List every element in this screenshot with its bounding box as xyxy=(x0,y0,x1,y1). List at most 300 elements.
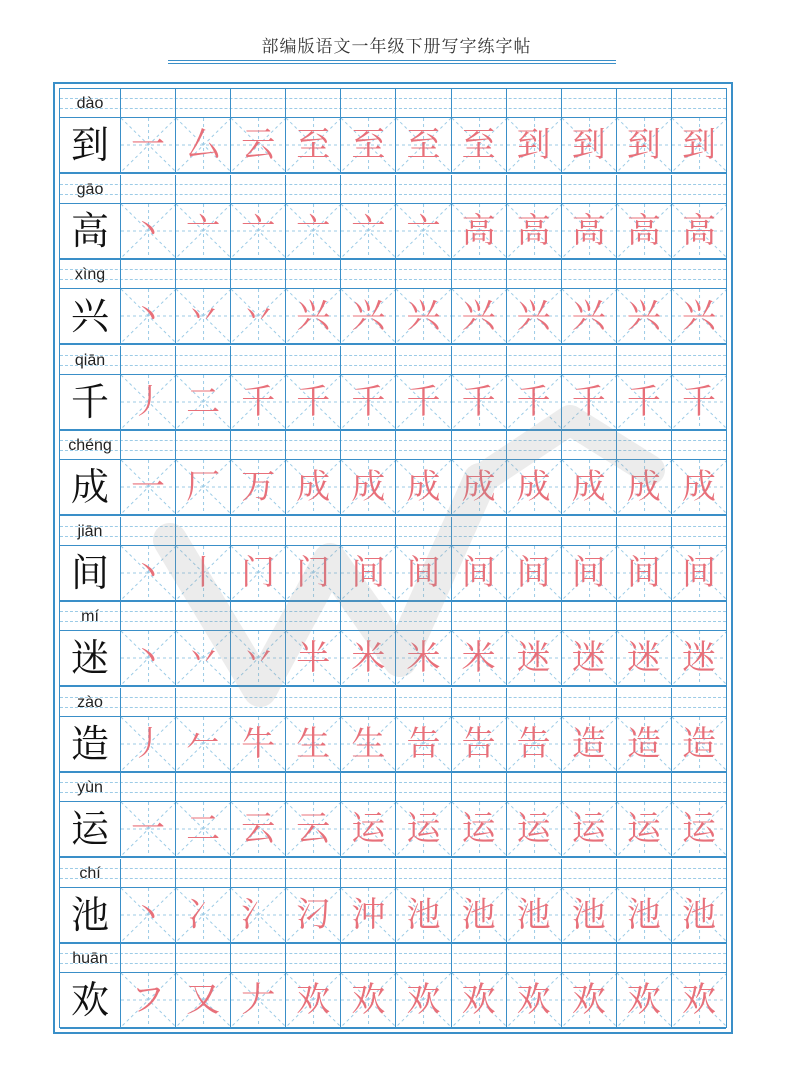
stroke-order-cell xyxy=(561,888,616,942)
pinyin-cell-divider xyxy=(506,859,507,888)
stroke-order-cell xyxy=(175,204,230,258)
pinyin-cell-divider xyxy=(340,175,341,204)
stroke-order-cell xyxy=(395,973,450,1027)
stroke-order-step: 沖 xyxy=(351,894,386,935)
pinyin-cell-divider xyxy=(671,346,672,375)
stroke-order-step: 牛 xyxy=(241,723,276,764)
pinyin-guide-line xyxy=(60,450,726,451)
pinyin-cell-divider xyxy=(120,944,121,973)
model-character: 间 xyxy=(70,550,109,595)
pinyin-cell-divider xyxy=(506,602,507,631)
pinyin-cell-divider xyxy=(285,431,286,460)
pinyin-guide-line xyxy=(60,184,726,185)
stroke-order-cell xyxy=(230,289,285,343)
character-grid-band xyxy=(60,802,726,858)
stroke-order-cell xyxy=(230,631,285,685)
pinyin-cell-divider xyxy=(175,89,176,118)
stroke-order-cell xyxy=(616,460,671,514)
model-character: 运 xyxy=(70,807,109,851)
character-grid-band xyxy=(60,631,726,687)
stroke-order-cell xyxy=(506,888,561,942)
pinyin-cell-divider xyxy=(451,89,452,118)
pinyin-cell-divider xyxy=(561,859,562,888)
stroke-order-cell xyxy=(561,802,616,856)
pinyin-cell-divider xyxy=(230,517,231,546)
pinyin-band xyxy=(60,346,726,375)
title-underline-1 xyxy=(168,60,616,61)
stroke-order-step: 丿 xyxy=(131,381,166,422)
stroke-order-step: 门 xyxy=(241,552,276,593)
pinyin-cell-divider xyxy=(561,431,562,460)
stroke-order-cell xyxy=(506,289,561,343)
stroke-order-step: 成 xyxy=(351,467,386,507)
stroke-order-cell xyxy=(285,375,340,429)
stroke-order-cell xyxy=(451,546,506,600)
stroke-order-step: 亠 xyxy=(241,210,276,251)
stroke-order-step: 成 xyxy=(461,467,496,507)
pinyin-cell-divider xyxy=(616,431,617,460)
model-character-cell xyxy=(60,118,120,172)
stroke-order-cell xyxy=(175,546,230,600)
stroke-order-step: 万 xyxy=(241,467,276,507)
pinyin-guide-line xyxy=(60,792,726,793)
stroke-order-step: 池 xyxy=(461,894,496,935)
pinyin-cell-divider xyxy=(120,346,121,375)
pinyin-band xyxy=(60,175,726,204)
pinyin-cell-divider xyxy=(671,260,672,289)
pinyin-cell-divider xyxy=(561,346,562,375)
practice-row xyxy=(60,346,726,431)
stroke-order-step: 氵 xyxy=(241,894,276,935)
stroke-order-cell xyxy=(671,375,726,429)
stroke-order-cell xyxy=(120,546,175,600)
pinyin-cell-divider xyxy=(395,431,396,460)
model-character-cell xyxy=(60,204,120,258)
pinyin-cell-divider xyxy=(285,602,286,631)
stroke-order-cell xyxy=(395,460,450,514)
pinyin-cell-divider xyxy=(175,346,176,375)
stroke-order-cell xyxy=(561,717,616,771)
pinyin-cell-divider xyxy=(175,602,176,631)
pinyin-cell-divider xyxy=(616,688,617,717)
stroke-order-step: 造 xyxy=(571,723,606,764)
stroke-order-step: 到 xyxy=(681,125,716,165)
stroke-order-step: 丷 xyxy=(241,638,276,678)
stroke-order-step: 云 xyxy=(296,809,331,849)
character-grid-band xyxy=(60,460,726,516)
model-character-cell xyxy=(60,375,120,429)
stroke-order-step: フ xyxy=(131,980,166,1020)
model-character-cell xyxy=(60,631,120,685)
stroke-order-step: 欢 xyxy=(406,980,441,1020)
stroke-order-cell xyxy=(506,717,561,771)
stroke-order-step: 池 xyxy=(516,894,551,935)
pinyin-guide-line xyxy=(60,697,726,698)
pinyin-guide-line xyxy=(60,611,726,612)
pinyin-cell-divider xyxy=(395,602,396,631)
pinyin-label: chéng xyxy=(68,437,112,454)
stroke-order-cell xyxy=(395,546,450,600)
stroke-order-cell xyxy=(395,289,450,343)
pinyin-label: jiān xyxy=(77,522,103,540)
stroke-order-step: 生 xyxy=(296,723,331,764)
model-character-cell xyxy=(60,460,120,514)
pinyin-cell-divider xyxy=(451,773,452,802)
stroke-order-cell xyxy=(120,802,175,856)
pinyin-cell-divider xyxy=(285,773,286,802)
stroke-order-cell xyxy=(340,888,395,942)
stroke-order-cell xyxy=(395,204,450,258)
stroke-order-cell xyxy=(285,546,340,600)
stroke-order-cell xyxy=(616,631,671,685)
pinyin-guide-line xyxy=(60,269,726,270)
character-grid-band xyxy=(60,888,726,944)
pinyin-cell-divider xyxy=(561,688,562,717)
stroke-order-step: 丶 xyxy=(131,894,166,935)
pinyin-cell-divider xyxy=(616,346,617,375)
stroke-order-step: 兴 xyxy=(681,296,716,336)
pinyin-cell-divider xyxy=(561,260,562,289)
stroke-order-cell xyxy=(395,118,450,172)
stroke-order-step: 米 xyxy=(461,638,496,678)
stroke-order-cell xyxy=(616,546,671,600)
pinyin-guide-line xyxy=(60,108,726,109)
pinyin-label: mí xyxy=(81,608,99,625)
pinyin-cell-divider xyxy=(561,944,562,973)
pinyin-cell-divider xyxy=(506,517,507,546)
pinyin-cell-divider xyxy=(506,89,507,118)
stroke-order-cell xyxy=(230,717,285,771)
stroke-order-step: 运 xyxy=(461,809,496,849)
stroke-order-cell xyxy=(451,204,506,258)
stroke-order-cell xyxy=(451,118,506,172)
stroke-order-step: 冫 xyxy=(186,894,221,935)
pinyin-band xyxy=(60,859,726,888)
pinyin-cell-divider xyxy=(506,688,507,717)
stroke-order-step: 亠 xyxy=(296,210,331,251)
pinyin-band xyxy=(60,688,726,717)
stroke-order-cell xyxy=(340,204,395,258)
stroke-order-cell xyxy=(616,717,671,771)
pinyin-band xyxy=(60,431,726,460)
pinyin-cell-divider xyxy=(285,517,286,546)
stroke-order-step: 千 xyxy=(296,381,331,422)
stroke-order-cell xyxy=(340,973,395,1027)
stroke-order-step: 成 xyxy=(406,467,441,507)
stroke-order-cell xyxy=(561,631,616,685)
stroke-order-step: 兴 xyxy=(296,296,331,336)
pinyin-guide-line xyxy=(60,365,726,366)
stroke-order-step: 迷 xyxy=(516,638,551,678)
stroke-order-cell xyxy=(340,118,395,172)
stroke-order-cell xyxy=(285,973,340,1027)
pinyin-cell-divider xyxy=(340,944,341,973)
pinyin-cell-divider xyxy=(671,517,672,546)
stroke-order-cell xyxy=(175,289,230,343)
stroke-order-cell xyxy=(561,289,616,343)
pinyin-cell-divider xyxy=(230,859,231,888)
practice-row xyxy=(60,688,726,773)
stroke-order-step: 迷 xyxy=(571,638,606,678)
stroke-order-cell xyxy=(506,802,561,856)
stroke-order-step: 运 xyxy=(571,809,606,849)
pinyin-cell-divider xyxy=(506,346,507,375)
pinyin-cell-divider xyxy=(671,602,672,631)
stroke-order-step: 高 xyxy=(626,210,661,251)
stroke-order-step: 丶 xyxy=(131,296,166,336)
stroke-order-cell xyxy=(120,631,175,685)
stroke-order-cell xyxy=(671,204,726,258)
model-character-cell xyxy=(60,289,120,343)
stroke-order-cell xyxy=(340,802,395,856)
pinyin-cell-divider xyxy=(616,859,617,888)
stroke-order-step: 𠂉 xyxy=(186,723,221,764)
pinyin-cell-divider xyxy=(451,602,452,631)
pinyin-cell-divider xyxy=(230,431,231,460)
pinyin-guide-line xyxy=(60,868,726,869)
stroke-order-cell xyxy=(340,460,395,514)
model-character-cell xyxy=(60,717,120,771)
pinyin-guide-line xyxy=(60,355,726,356)
stroke-order-step: 欢 xyxy=(351,980,386,1020)
stroke-order-step: 间 xyxy=(461,552,496,593)
stroke-order-cell xyxy=(561,546,616,600)
stroke-order-cell xyxy=(175,460,230,514)
stroke-order-step: 至 xyxy=(406,125,441,165)
stroke-order-step: 千 xyxy=(681,381,716,422)
stroke-order-step: 汈 xyxy=(296,894,331,935)
model-character-cell xyxy=(60,888,120,942)
stroke-order-step: 千 xyxy=(351,381,386,422)
pinyin-cell-divider xyxy=(340,688,341,717)
stroke-order-step: 千 xyxy=(461,381,496,422)
pinyin-cell-divider xyxy=(395,346,396,375)
pinyin-cell-divider xyxy=(230,688,231,717)
stroke-order-cell xyxy=(616,888,671,942)
practice-grid xyxy=(59,88,727,1028)
pinyin-band xyxy=(60,773,726,802)
pinyin-cell-divider xyxy=(395,688,396,717)
stroke-order-step: 𠂇 xyxy=(241,980,276,1020)
pinyin-cell-divider xyxy=(120,260,121,289)
stroke-order-cell xyxy=(395,717,450,771)
pinyin-cell-divider xyxy=(340,346,341,375)
pinyin-cell-divider xyxy=(395,944,396,973)
pinyin-cell-divider xyxy=(671,944,672,973)
stroke-order-cell xyxy=(120,289,175,343)
pinyin-cell-divider xyxy=(616,602,617,631)
stroke-order-cell xyxy=(616,204,671,258)
stroke-order-step: 又 xyxy=(186,980,221,1020)
stroke-order-cell xyxy=(395,375,450,429)
stroke-order-step: 丨 xyxy=(186,552,221,593)
model-character: 千 xyxy=(70,379,109,424)
stroke-order-cell xyxy=(561,375,616,429)
stroke-order-cell xyxy=(451,802,506,856)
stroke-order-cell xyxy=(395,631,450,685)
page-title: 部编版语文一年级下册写字练字帖 xyxy=(261,37,532,57)
pinyin-band xyxy=(60,602,726,631)
stroke-order-step: 高 xyxy=(516,210,551,251)
stroke-order-step: 米 xyxy=(406,638,441,678)
stroke-order-cell xyxy=(671,802,726,856)
stroke-order-cell xyxy=(395,802,450,856)
pinyin-cell-divider xyxy=(175,517,176,546)
stroke-order-cell xyxy=(175,631,230,685)
stroke-order-cell xyxy=(285,717,340,771)
stroke-order-step: 迷 xyxy=(626,638,661,678)
stroke-order-step: 欢 xyxy=(626,980,661,1020)
stroke-order-step: 欢 xyxy=(461,980,496,1020)
pinyin-cell-divider xyxy=(340,517,341,546)
stroke-order-step: 告 xyxy=(516,723,551,764)
stroke-order-cell xyxy=(561,460,616,514)
stroke-order-cell xyxy=(561,204,616,258)
pinyin-cell-divider xyxy=(230,260,231,289)
pinyin-guide-line xyxy=(60,963,726,964)
stroke-order-step: 兴 xyxy=(461,296,496,336)
stroke-order-step: 亠 xyxy=(186,210,221,251)
stroke-order-cell xyxy=(506,375,561,429)
character-grid-band xyxy=(60,289,726,345)
stroke-order-cell xyxy=(671,631,726,685)
pinyin-cell-divider xyxy=(561,602,562,631)
pinyin-cell-divider xyxy=(230,175,231,204)
pinyin-cell-divider xyxy=(451,175,452,204)
pinyin-cell-divider xyxy=(616,773,617,802)
stroke-order-step: 到 xyxy=(516,125,551,165)
pinyin-cell-divider xyxy=(395,175,396,204)
pinyin-cell-divider xyxy=(120,773,121,802)
stroke-order-step: 千 xyxy=(571,381,606,422)
pinyin-guide-line xyxy=(60,878,726,879)
stroke-order-step: 欢 xyxy=(516,980,551,1020)
pinyin-guide-line xyxy=(60,98,726,99)
stroke-order-step: 告 xyxy=(406,723,441,764)
pinyin-cell-divider xyxy=(340,431,341,460)
stroke-order-cell xyxy=(230,888,285,942)
pinyin-label: zào xyxy=(77,693,103,711)
pinyin-cell-divider xyxy=(451,944,452,973)
pinyin-cell-divider xyxy=(395,89,396,118)
model-character-cell xyxy=(60,973,120,1027)
pinyin-band xyxy=(60,944,726,973)
pinyin-cell-divider xyxy=(561,773,562,802)
model-character: 欢 xyxy=(70,978,109,1022)
pinyin-guide-line xyxy=(60,782,726,783)
stroke-order-cell xyxy=(506,460,561,514)
stroke-order-cell xyxy=(230,802,285,856)
pinyin-label: qiān xyxy=(74,351,106,369)
stroke-order-cell xyxy=(561,118,616,172)
stroke-order-step: 造 xyxy=(681,723,716,764)
stroke-order-step: 门 xyxy=(296,552,331,593)
stroke-order-cell xyxy=(285,460,340,514)
pinyin-cell-divider xyxy=(285,859,286,888)
stroke-order-cell xyxy=(175,802,230,856)
stroke-order-step: 亠 xyxy=(351,210,386,251)
stroke-order-step: 千 xyxy=(406,381,441,422)
stroke-order-cell xyxy=(340,289,395,343)
stroke-order-cell xyxy=(506,118,561,172)
stroke-order-step: 高 xyxy=(681,210,716,251)
stroke-order-step: 高 xyxy=(461,210,496,251)
pinyin-cell-divider xyxy=(506,175,507,204)
pinyin-label: gāo xyxy=(76,180,104,198)
stroke-order-step: 间 xyxy=(681,552,716,593)
stroke-order-step: 千 xyxy=(241,381,276,422)
pinyin-cell-divider xyxy=(616,260,617,289)
pinyin-cell-divider xyxy=(230,346,231,375)
stroke-order-step: 间 xyxy=(406,552,441,593)
stroke-order-cell xyxy=(671,546,726,600)
pinyin-label: chí xyxy=(79,864,101,882)
pinyin-cell-divider xyxy=(671,859,672,888)
stroke-order-step: 成 xyxy=(681,467,716,507)
pinyin-cell-divider xyxy=(671,89,672,118)
stroke-order-cell xyxy=(120,204,175,258)
pinyin-cell-divider xyxy=(340,260,341,289)
pinyin-cell-divider xyxy=(561,517,562,546)
stroke-order-step: 间 xyxy=(351,552,386,593)
pinyin-cell-divider xyxy=(506,260,507,289)
model-character: 成 xyxy=(70,465,109,509)
pinyin-cell-divider xyxy=(175,773,176,802)
pinyin-cell-divider xyxy=(230,773,231,802)
stroke-order-cell xyxy=(120,118,175,172)
stroke-order-cell xyxy=(451,973,506,1027)
stroke-order-step: 兴 xyxy=(351,296,386,336)
pinyin-guide-line xyxy=(60,621,726,622)
stroke-order-step: 丷 xyxy=(241,296,276,336)
model-character: 到 xyxy=(70,123,109,167)
stroke-order-cell xyxy=(175,375,230,429)
pinyin-cell-divider xyxy=(451,859,452,888)
model-character-cell xyxy=(60,546,120,600)
pinyin-cell-divider xyxy=(120,89,121,118)
stroke-order-cell xyxy=(451,888,506,942)
stroke-order-cell xyxy=(120,973,175,1027)
practice-row xyxy=(60,260,726,345)
pinyin-cell-divider xyxy=(340,602,341,631)
stroke-order-step: 造 xyxy=(626,723,661,764)
stroke-order-cell xyxy=(175,973,230,1027)
character-grid-band xyxy=(60,717,726,773)
stroke-order-step: 成 xyxy=(296,467,331,507)
pinyin-cell-divider xyxy=(561,89,562,118)
practice-row xyxy=(60,944,726,1029)
pinyin-cell-divider xyxy=(285,346,286,375)
pinyin-label: huān xyxy=(72,950,108,967)
stroke-order-step: 高 xyxy=(571,210,606,251)
pinyin-cell-divider xyxy=(340,89,341,118)
pinyin-cell-divider xyxy=(451,346,452,375)
stroke-order-step: 成 xyxy=(626,467,661,507)
stroke-order-step: 一 xyxy=(131,467,166,507)
stroke-order-step: 云 xyxy=(241,125,276,165)
stroke-order-step: 成 xyxy=(516,467,551,507)
stroke-order-cell xyxy=(120,888,175,942)
pinyin-band xyxy=(60,89,726,118)
stroke-order-step: 池 xyxy=(681,894,716,935)
pinyin-guide-line xyxy=(60,953,726,954)
pinyin-guide-line xyxy=(60,279,726,280)
stroke-order-step: 至 xyxy=(296,125,331,165)
practice-row xyxy=(60,517,726,602)
pinyin-cell-divider xyxy=(451,260,452,289)
stroke-order-step: 米 xyxy=(351,638,386,678)
stroke-order-step: 成 xyxy=(571,467,606,507)
